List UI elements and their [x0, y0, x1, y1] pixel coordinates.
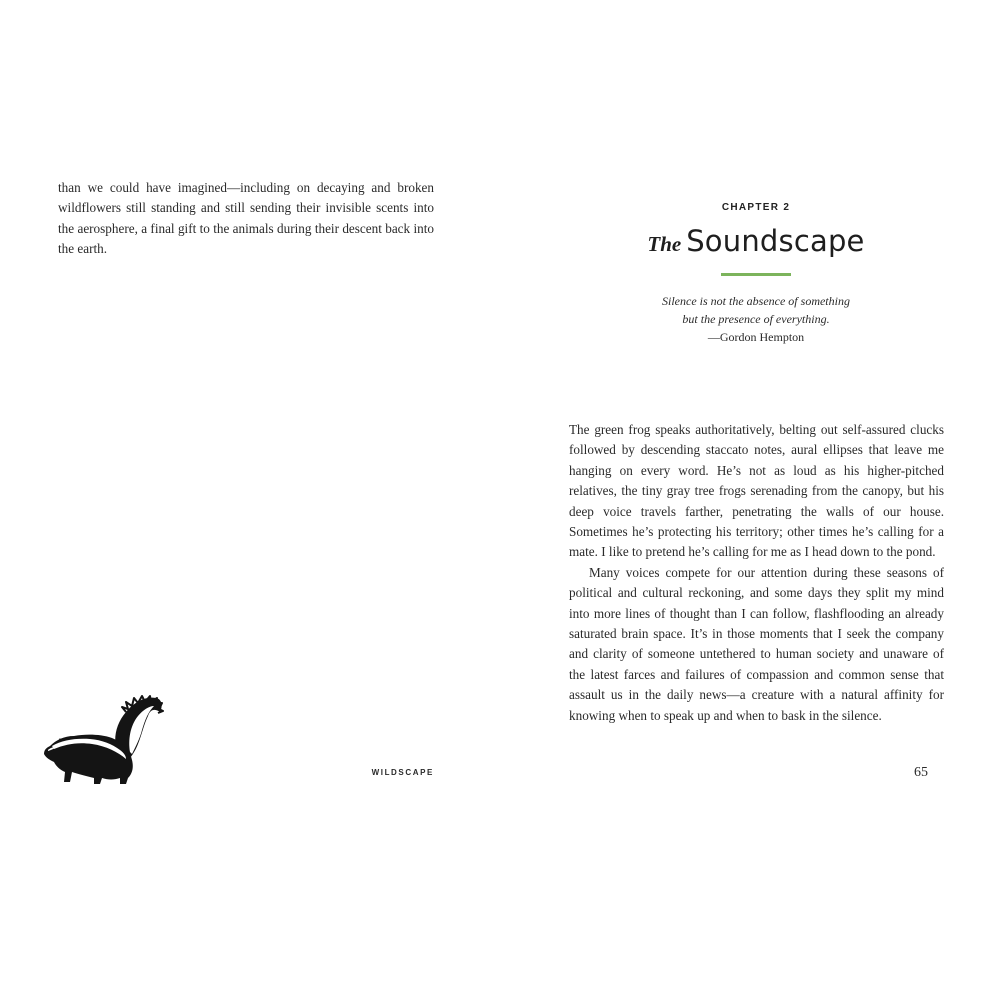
running-head: WILDSCAPE [371, 768, 434, 777]
skunk-silhouette-icon [42, 694, 164, 786]
epigraph-line-2: but the presence of everything. [682, 312, 830, 326]
right-page [500, 0, 1000, 1000]
title-divider-rule [721, 273, 791, 276]
continuation-paragraph: than we could have imagined—including on decaying and broken wildflowers still standing and still sending their invisible scents into the aerosphere, a final gift to the animals during their descent back into the earth. [58, 180, 434, 257]
body-paragraph-2: Many voices compete for our attention during these seasons of political and cultural reckoning, and some days they split my mind into more lines of thought than I can follow, flashflooding an already saturated brain space. It’s in those moments that I seek the company and clarity of someone untethered to human society and unaware of the latest farces and failures of compassion and common sense that assault us in the daily news—a creature with a natural affinity for knowing when to speak up and when to bask in the silence. [569, 564, 944, 723]
chapter-title-main: Soundscape [686, 224, 865, 258]
epigraph-attribution: —Gordon Hempton [707, 330, 805, 344]
page-number: 65 [914, 765, 928, 780]
chapter-label: CHAPTER 2 [721, 202, 791, 213]
chapter-title [606, 222, 906, 259]
body-paragraph-1: The green frog speaks authoritatively, belting out self-assured clucks followed by descending staccato notes, aural ellipses that leave me hanging on every word. He’s not as loud as his higher-pitched relatives, the tiny gray tree frogs serenading from the canopy, but his deep voice travels farther, penetrating the walls of our house. Sometimes he’s protecting his territory; other times he’s calling for a mate. I like to pretend he’s calling for me as I head down to the pond. [569, 422, 944, 560]
epigraph [606, 292, 906, 346]
chapter-body [569, 420, 944, 726]
chapter-title-article: The [647, 232, 682, 256]
epigraph-line-1: Silence is not the absence of something [662, 294, 850, 308]
